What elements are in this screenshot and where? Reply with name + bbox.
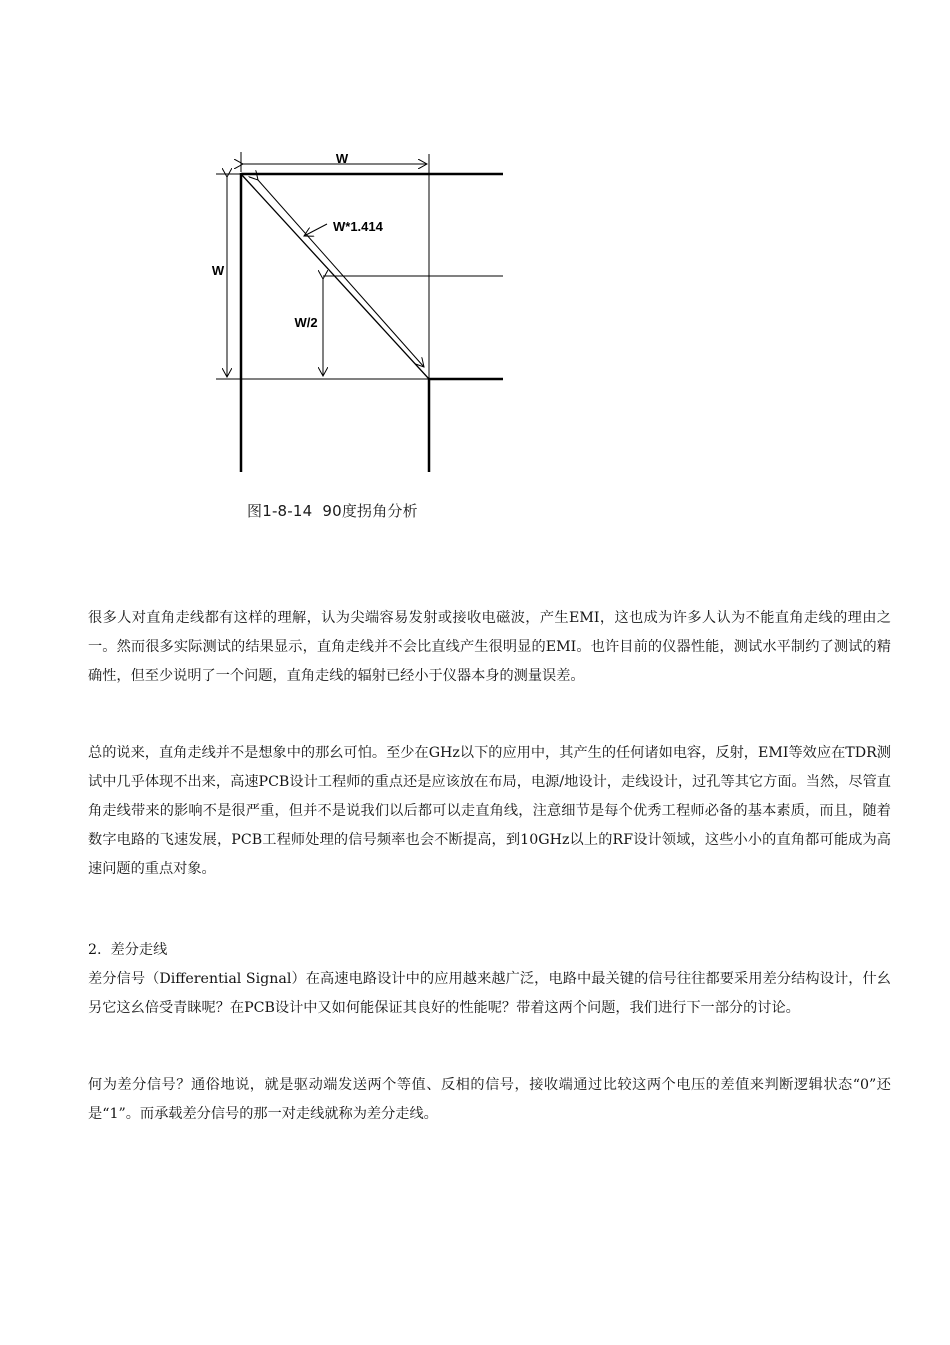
label-width-left: W <box>211 263 225 278</box>
diagonal-pointer-arrow <box>304 224 327 236</box>
outer-trace-edge <box>241 173 503 472</box>
paragraph-differential-intro: 差分信号（Differential Signal）在高速电路设计中的应用越来越广泛，电路中最关键的信号往往都要采用差分结构设计，什幺另它这幺倍受青睐呢？在PCB设计中又如何能保证其良好的性能呢？带着这两个问题，我们进行下一部分的讨论。 <box>88 971 891 1016</box>
inner-trace-edge <box>429 378 503 472</box>
paragraph-emi: 很多人对直角走线都有这样的理解，认为尖端容易发射或接收电磁波，产生EMI，这也成为许多人认为不能直角走线的理由之一。然而很多实际测试的结果显示，直角走线并不会比直线产生很明显的EMI。也许目前的仪器性能，测试水平制约了测试的精确性，但至少说明了一个问题，直角走线的辐射已经小于仪器本身的测量误差。 <box>88 610 891 684</box>
label-width-top: W <box>335 151 349 166</box>
label-half: W/2 <box>294 315 318 330</box>
reference-lines <box>216 152 503 379</box>
paragraph-summary: 总的说来，直角走线并不是想象中的那幺可怕。至少在GHz以下的应用中，其产生的任何诸如电容，反射，EMI等效应在TDR测试中几乎体现不出来，高速PCB设计工程师的重点还是应该放在布局，电源/地设计，走线设计，过孔等其它方面。当然，尽管直角走线带来的影响不是很严重，但并不是说我们以后都可以走直角线，注意细节是每个优秀工程师必备的基本素质，而且，随着数字电路的飞速发展，PCB工程师处理的信号频率也会不断提高，到10GHz以上的RF设计领域，这些小小的直角都可能成为高速问题的重点对象。 <box>88 745 891 877</box>
figure-caption: 图1-8-14 90度拐角分析 <box>247 502 418 520</box>
label-diagonal: W*1.414 <box>333 219 383 234</box>
paragraph-differential-definition: 何为差分信号？通俗地说，就是驱动端发送两个等值、反相的信号，接收端通过比较这两个电压的差值来判断逻辑状态“0”还是“1”。而承载差分信号的那一对走线就称为差分走线。 <box>88 1077 891 1122</box>
diagonal-dimension-arrow <box>258 180 424 367</box>
section-heading: 2. 差分走线 <box>88 942 168 958</box>
corner-analysis-figure <box>0 0 950 540</box>
corner-diagram <box>0 0 950 540</box>
